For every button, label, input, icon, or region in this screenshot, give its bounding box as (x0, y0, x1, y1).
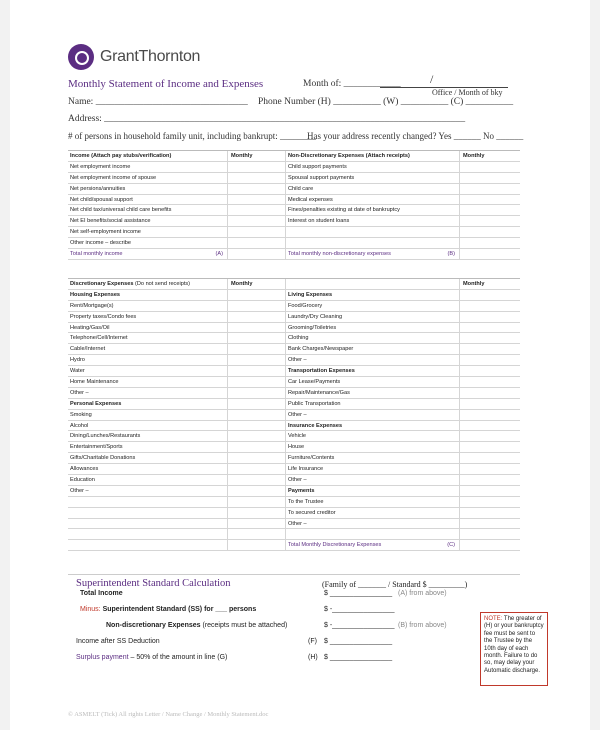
disc-monthly-header: Monthly (228, 279, 286, 289)
nd-value[interactable]: $ -________________ (324, 622, 395, 629)
table-row (68, 173, 520, 184)
disc-monthly-cell[interactable] (228, 529, 286, 539)
disc-right-monthly-cell (460, 290, 520, 300)
calc-title: Superintendent Standard Calculation (76, 578, 231, 589)
disc-monthly-cell[interactable] (228, 442, 286, 452)
table-row (68, 366, 520, 377)
income-table-header (68, 151, 520, 162)
disc-monthly-cell[interactable] (228, 312, 286, 322)
address-changed-field[interactable]: Has your address recently changed? Yes ______ No ______ (307, 131, 524, 141)
phone-field[interactable]: Phone Number (H) __________ (W) __________ (C) __________ (258, 97, 514, 107)
disc-right-monthly-cell (460, 366, 520, 376)
disc-right-monthly-cell[interactable] (460, 301, 520, 311)
office-label: Office / Month of bky (432, 88, 503, 97)
disc-monthly-cell[interactable] (228, 464, 286, 474)
disc-item-label: Gifts/Charitable Donations (68, 453, 228, 463)
disc-right-item-label: Transportation Expenses (286, 366, 460, 376)
disc-right-item-label: Other – (286, 519, 460, 529)
disc-right-item-label: Living Expenses (286, 290, 460, 300)
disc-right-item-label: To secured creditor (286, 508, 460, 518)
table-row (68, 464, 520, 475)
disc-right-monthly-cell[interactable] (460, 442, 520, 452)
disc-right-monthly-cell[interactable] (460, 431, 520, 441)
income-item-label: Net child/spousal support (68, 195, 228, 205)
disc-item-label: Education (68, 475, 228, 485)
after-ss-code: (F) (308, 638, 317, 645)
disc-right-item-label: Clothing (286, 333, 460, 343)
table-row (68, 290, 520, 301)
nondisc-monthly-cell[interactable] (460, 173, 520, 183)
income-monthly-header: Monthly (228, 151, 286, 161)
table-row (68, 312, 520, 323)
disc-monthly-cell[interactable] (228, 497, 286, 507)
income-monthly-cell[interactable] (228, 184, 286, 194)
income-monthly-cell[interactable] (228, 162, 286, 172)
nondisc-item-label: Fines/penalties existing at date of bankruptcy (286, 205, 460, 215)
note-text: The greater of (H) or your bankruptcy fee must be sent to the Trustee by the 10th day of each month. Failure to do so, may delay your Automatic discharge. (484, 616, 544, 674)
month-of-field[interactable]: Month of: ____________ (303, 79, 401, 89)
disc-item-label: Alcohol (68, 421, 228, 431)
total-income-code: (A) (215, 251, 223, 258)
ss-row: Minus: Superintendent Standard (SS) for ___ persons (80, 606, 257, 613)
table-row (68, 442, 520, 453)
disc-right-item-label: Other – (286, 410, 460, 420)
disc-right-monthly-cell[interactable] (460, 464, 520, 474)
nondisc-item-label: Spousal support payments (286, 173, 460, 183)
income-table (68, 150, 520, 260)
disc-right-item-label: Public Transportation (286, 399, 460, 409)
form-title: Monthly Statement of Income and Expenses (68, 78, 264, 90)
nondisc-monthly-cell[interactable] (460, 238, 520, 248)
disc-right-item-label: Grooming/Toiletries (286, 323, 460, 333)
disc-right-item-label: Laundry/Dry Cleaning (286, 312, 460, 322)
disc-monthly-cell[interactable] (228, 344, 286, 354)
total-nondisc-cell[interactable] (460, 249, 520, 259)
table-row (68, 323, 520, 334)
disc-monthly-cell[interactable] (228, 453, 286, 463)
total-income-calc-value[interactable]: $ ________________ (324, 590, 393, 597)
superintendent-calculation (68, 574, 520, 694)
income-item-label: Net persions/annuities (68, 184, 228, 194)
table-row (68, 508, 520, 519)
total-income-label: Total monthly income (A) (68, 249, 228, 259)
nondisc-item-label: Medical expenses (286, 195, 460, 205)
nondisc-monthly-cell[interactable] (460, 195, 520, 205)
table-row (68, 344, 520, 355)
nondisc-monthly-cell[interactable] (460, 227, 520, 237)
disc-item-label (68, 497, 228, 507)
nondisc-item-label (286, 227, 460, 237)
income-monthly-cell[interactable] (228, 216, 286, 226)
disc-monthly-cell[interactable] (228, 301, 286, 311)
after-ss-value[interactable]: $ ________________ (324, 638, 393, 645)
disc-right-item-label: Food/Grocery (286, 301, 460, 311)
disc-item-label: Allowances (68, 464, 228, 474)
disc-monthly-cell[interactable] (228, 508, 286, 518)
disc-monthly-cell[interactable] (228, 431, 286, 441)
table-row (68, 529, 520, 540)
total-disc-code: (C) (447, 542, 455, 549)
family-standard-field[interactable]: (Family of _______ / Standard $ _________) (322, 580, 468, 589)
disc-right-monthly-cell (460, 486, 520, 496)
nd-row: Non-discretionary Expenses (receipts must be attached) (106, 622, 288, 629)
discretionary-table (68, 278, 520, 551)
disc-right-item-label: Bank Charges/Newspaper (286, 344, 460, 354)
logo-text: GrantThornton (100, 48, 201, 65)
table-row (68, 399, 520, 410)
table-row (68, 377, 520, 388)
income-item-label: Net employment income of spouse (68, 173, 228, 183)
total-disc-label: Total Monthly Discretionary Expenses (C) (286, 540, 460, 550)
nd-from-note: (B) from above) (398, 622, 447, 629)
disc-item-label: Other – (68, 388, 228, 398)
disc-item-label: Housing Expenses (68, 290, 228, 300)
disc-monthly-cell[interactable] (228, 323, 286, 333)
disc-item-label: Other – (68, 486, 228, 496)
disc-right-item-label: House (286, 442, 460, 452)
income-total-row (68, 249, 520, 260)
total-income-cell[interactable] (228, 249, 286, 259)
income-header: Income (Attach pay stubs/verification) (68, 151, 228, 161)
disc-right-monthly-cell[interactable] (460, 399, 520, 409)
disc-item-label: Cable/Internet (68, 344, 228, 354)
surplus-code: (H) (308, 654, 318, 661)
disc-right-monthly-cell[interactable] (460, 323, 520, 333)
disc-right-monthly-cell (460, 421, 520, 431)
disc-item-label: Entertainment/Sports (68, 442, 228, 452)
disc-right-monthly-cell[interactable] (460, 333, 520, 343)
disc-right-item-label (286, 529, 460, 539)
disc-monthly-cell[interactable] (228, 355, 286, 365)
table-row (68, 486, 520, 497)
disc-right-monthly-cell[interactable] (460, 519, 520, 529)
disc-item-label (68, 529, 228, 539)
office-line[interactable] (380, 80, 508, 88)
after-ss-label: Income after SS Deduction (76, 638, 160, 645)
disc-item-label: Smoking (68, 410, 228, 420)
disc-right-monthly-cell[interactable] (460, 410, 520, 420)
table-row (68, 431, 520, 442)
nondisc-item-label: Interest on student loans (286, 216, 460, 226)
disc-right-monthly-cell[interactable] (460, 497, 520, 507)
nondisc-item-label: Child support payments (286, 162, 460, 172)
table-row (68, 238, 520, 249)
disc-monthly-cell[interactable] (228, 519, 286, 529)
disc-right-item-label: Life Insurance (286, 464, 460, 474)
nondisc-monthly-header: Monthly (463, 153, 485, 159)
income-monthly-cell[interactable] (228, 227, 286, 237)
disc-monthly-cell[interactable] (228, 421, 286, 431)
disc-item-label: Personal Expenses (68, 399, 228, 409)
income-monthly-cell[interactable] (228, 238, 286, 248)
disc-total-row (68, 540, 520, 551)
disc-right-monthly-cell[interactable] (460, 529, 520, 539)
nondisc-monthly-cell[interactable] (460, 216, 520, 226)
disc-item-label: Rent/Mortgage(s) (68, 301, 228, 311)
disc-item-label (68, 519, 228, 529)
disc-monthly-cell[interactable] (228, 366, 286, 376)
total-disc-cell[interactable] (460, 540, 520, 550)
ss-value[interactable]: $ -________________ (324, 606, 395, 613)
disc-right-monthly-cell[interactable] (460, 453, 520, 463)
disc-right-item-label: Repair/Maintenance/Gas (286, 388, 460, 398)
disc-monthly-cell[interactable] (228, 475, 286, 485)
table-row (68, 184, 520, 195)
disc-item-label: Property taxes/Condo fees (68, 312, 228, 322)
name-field[interactable]: Name: ________________________________ (68, 97, 248, 107)
nondisc-header: Non-Discretionary Expenses (Attach receipts) (286, 151, 460, 161)
table-row (68, 497, 520, 508)
nondisc-monthly-cell[interactable] (460, 162, 520, 172)
disc-monthly-cell[interactable] (228, 388, 286, 398)
disc-right-monthly-cell[interactable] (460, 475, 520, 485)
disc-right-item-label: Furniture/Contents (286, 453, 460, 463)
note-lead: NOTE: (484, 616, 503, 622)
slash-divider-icon: / (430, 72, 434, 86)
table-row (68, 421, 520, 432)
nondisc-item-label (286, 238, 460, 248)
total-income-calc-note: (A) from above) (398, 590, 447, 597)
income-item-label: Net child tax/universal child care benefits (68, 205, 228, 215)
disc-table-header (68, 279, 520, 290)
disc-right-monthly-cell[interactable] (460, 312, 520, 322)
disc-item-label: Water (68, 366, 228, 376)
footer-text: © ASMELT (Tick) All rights Letter / Name Change / Monthly Statement.doc (68, 711, 269, 718)
disc-right-monthly-cell[interactable] (460, 508, 520, 518)
table-row (68, 519, 520, 530)
income-item-label: Net employment income (68, 162, 228, 172)
income-item-label: Net self-employment income (68, 227, 228, 237)
income-item-label: Net EI benefits/social assistance (68, 216, 228, 226)
table-row (68, 195, 520, 206)
disc-right-monthly-cell[interactable] (460, 355, 520, 365)
disc-header: Discretionary Expenses (Do not send receipts) (68, 279, 228, 289)
disc-right-item-label: Payments (286, 486, 460, 496)
address-field[interactable]: Address: ____________________________________________________________________________ (68, 114, 466, 124)
disc-item-label: Telephone/Cell/Internet (68, 333, 228, 343)
table-row (68, 227, 520, 238)
table-row (68, 388, 520, 399)
disc-right-monthly-header: Monthly (463, 281, 485, 287)
disc-right-item-label: To the Trustee (286, 497, 460, 507)
disc-monthly-cell (228, 399, 286, 409)
total-income-calc-label: Total Income (80, 590, 123, 597)
table-row (68, 410, 520, 421)
nondisc-monthly-cell[interactable] (460, 184, 520, 194)
disc-right-item-label: Vehicle (286, 431, 460, 441)
disc-right-monthly-cell[interactable] (460, 344, 520, 354)
grant-thornton-logo (68, 44, 200, 70)
note-box (480, 612, 548, 686)
disc-right-header (286, 279, 460, 289)
income-monthly-cell[interactable] (228, 205, 286, 215)
disc-right-item-label: Insurance Expenses (286, 421, 460, 431)
table-row (68, 453, 520, 464)
disc-monthly-cell[interactable] (228, 333, 286, 343)
income-item-label: Other income – describe (68, 238, 228, 248)
total-nondisc-label: Total monthly non-discretionary expenses (B) (286, 249, 460, 259)
disc-right-item-label: Car Lease/Payments (286, 377, 460, 387)
table-row (68, 205, 520, 216)
disc-item-label: Heating/Gas/Oil (68, 323, 228, 333)
total-nondisc-code: (B) (447, 251, 455, 258)
table-row (68, 333, 520, 344)
table-row (68, 301, 520, 312)
logo-mark-icon (68, 44, 94, 70)
disc-item-label: Hydro (68, 355, 228, 365)
table-row (68, 162, 520, 173)
disc-monthly-cell[interactable] (228, 410, 286, 420)
table-row (68, 216, 520, 227)
income-monthly-cell[interactable] (228, 173, 286, 183)
disc-item-label (68, 508, 228, 518)
nondisc-item-label: Child care (286, 184, 460, 194)
surplus-row: Surplus payment – 50% of the amount in line (G) (76, 654, 228, 661)
disc-monthly-cell[interactable] (228, 486, 286, 496)
disc-right-item-label: Other – (286, 355, 460, 365)
disc-item-label: Home Maintenance (68, 377, 228, 387)
persons-field[interactable]: # of persons in household family unit, including bankrupt: ________ (68, 131, 316, 141)
disc-right-item-label: Other – (286, 475, 460, 485)
table-row (68, 475, 520, 486)
income-monthly-cell[interactable] (228, 195, 286, 205)
surplus-value[interactable]: $ ________________ (324, 654, 393, 661)
document-page (10, 0, 590, 730)
disc-right-monthly-cell[interactable] (460, 377, 520, 387)
disc-monthly-cell (228, 290, 286, 300)
table-row (68, 355, 520, 366)
nondisc-monthly-cell[interactable] (460, 205, 520, 215)
disc-monthly-cell[interactable] (228, 377, 286, 387)
disc-right-monthly-cell[interactable] (460, 388, 520, 398)
disc-item-label: Dining/Lunches/Restaurants (68, 431, 228, 441)
